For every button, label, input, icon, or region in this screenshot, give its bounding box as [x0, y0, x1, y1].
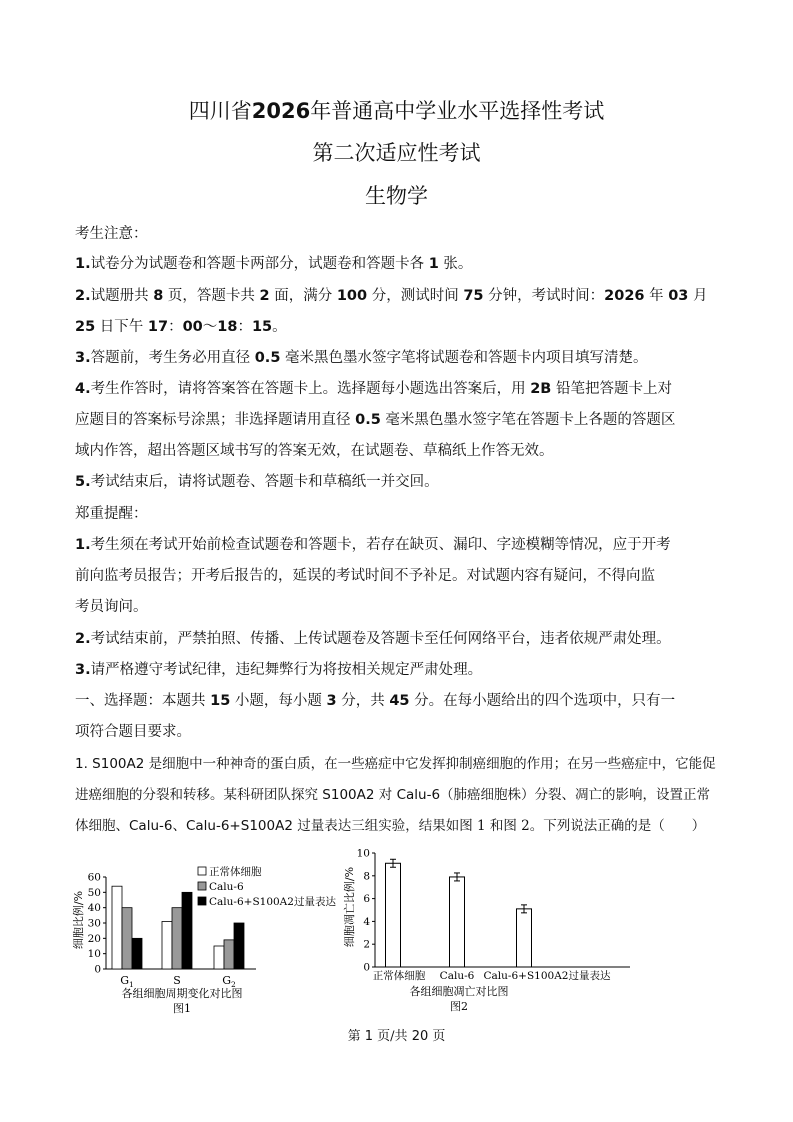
- f1-legend-label: 正常体细胞: [209, 866, 262, 878]
- reminder-item-3: 3.请严格遵守考试纪律，违纪舞弊行为将按相关规定严肃处理。: [75, 662, 483, 678]
- f1-bar-S-1: [162, 921, 172, 969]
- notice-item-1: 1.试卷分为试题卷和答题卡两部分，试题卷和答题卡各 1 张。: [75, 256, 473, 272]
- notice-item-4-cont2: 域内作答，超出答题区域书写的答案无效，在试题卷、草稿纸上作答无效。: [75, 443, 554, 459]
- f2-y-tick-label: 2: [363, 938, 370, 951]
- exam-title: 四川省2026年普通高中学业水平选择性考试: [188, 99, 605, 123]
- f2-y-axis-label: 细胞凋亡比例/%: [343, 866, 356, 948]
- f1-y-axis-label: 细胞比例/%: [72, 890, 85, 950]
- f2-y-tick-label: 10: [356, 847, 370, 860]
- question-1-line-2: 进癌细胞的分裂和转移。某科研团队探究 S100A2 对 Calu-6（肺癌细胞株）分裂、凋亡的影响，设置正常: [75, 787, 711, 803]
- section-heading: 一、选择题：本题共 15 小题，每小题 3 分，共 45 分。在每小题给出的四个选项中，只有一: [75, 693, 676, 709]
- f2-y-tick-label: 4: [363, 915, 370, 928]
- f1-legend-swatch: [198, 897, 206, 905]
- page-footer: 第 1 页/共 20 页: [347, 1029, 446, 1044]
- reminder-item-2: 2.考试结束前，严禁拍照、传播、上传试题卷及答题卡至任何网络平台，违者依规严肃处理。: [75, 631, 671, 647]
- question-1-line-1: 1. S100A2 是细胞中一种神奇的蛋白质，在一些癌症中它发挥抑制癌细胞的作用；在另一些癌症中，它能促: [75, 756, 716, 772]
- f1-bar-S-3: [182, 892, 192, 969]
- reminder-item-1-cont2: 考员询问。: [75, 599, 148, 615]
- f1-legend-label: Calu-6: [209, 881, 244, 893]
- question-1-line-3: 体细胞、Calu-6、Calu-6+S100A2 过量表达三组实验，结果如图 1 和图 2。下列说法正确的是（ ）: [75, 818, 706, 834]
- notice-item-2-cont: 25 日下午 17：00～18：15。: [75, 319, 287, 335]
- f1-bar-G2-1: [214, 946, 224, 969]
- f1-legend-swatch: [198, 882, 206, 890]
- f1-y-tick-label: 10: [87, 948, 101, 961]
- f1-bar-G1-3: [132, 938, 142, 969]
- f2-bar-2: [450, 877, 465, 967]
- notice-item-3: 3.答题前，考生务必用直径 0.5 毫米黑色墨水签字笔将试题卷和答题卡内项目填写清楚。: [75, 350, 648, 366]
- f2-x-tick-label: Calu-6: [439, 970, 475, 982]
- notice-heading: 考生注意：: [75, 226, 148, 242]
- f2-y-tick-label: 8: [363, 870, 370, 883]
- f2-y-tick-label: 6: [363, 893, 370, 906]
- f1-caption: 图1: [173, 1002, 191, 1015]
- f1-x-tick-label: $G_1$: [120, 974, 134, 989]
- exam-subject: 生物学: [365, 184, 428, 208]
- f1-title: 各组细胞周期变化对比图: [121, 987, 243, 1000]
- f1-x-tick-label: $G_2$: [222, 974, 236, 989]
- f1-bar-G2-2: [224, 940, 234, 969]
- f1-y-tick-label: 60: [87, 871, 101, 884]
- f1-bar-G1-2: [122, 908, 132, 969]
- f1-y-tick-label: 50: [87, 886, 101, 899]
- f2-x-tick-label: 正常体细胞: [372, 970, 426, 982]
- f1-legend-label: Calu-6+S100A2过量表达: [209, 896, 336, 908]
- f1-y-tick-label: 0: [94, 963, 101, 976]
- f1-bar-S-2: [172, 908, 182, 969]
- figure-2-apoptosis-chart: [335, 845, 635, 1020]
- reminder-item-1: 1.考生须在考试开始前检查试题卷和答题卡，若存在缺页、漏印、字迹模糊等情况，应于开考: [75, 537, 671, 553]
- f2-bar-3: [517, 909, 532, 967]
- f1-x-tick-label: S: [173, 974, 181, 987]
- notice-item-4-cont1: 应题目的答案标号涂黑；非选择题请用直径 0.5 毫米黑色墨水签字笔在答题卡上各题的答题区: [75, 412, 676, 428]
- notice-item-5: 5.考试结束后，请将试题卷、答题卡和草稿纸一并交回。: [75, 474, 439, 490]
- reminder-item-1-cont1: 前向监考员报告；开考后报告的，延误的考试时间不予补足。对试题内容有疑问，不得向监: [75, 568, 655, 584]
- f1-bar-G2-3: [234, 923, 244, 969]
- figure-1-cell-cycle-chart: [70, 855, 380, 1020]
- notice-item-2: 2.试题册共 8 页，答题卡共 2 面，满分 100 分，测试时间 75 分钟，考试时间：2026 年 03 月: [75, 288, 708, 304]
- f2-caption: 图2: [450, 1000, 468, 1013]
- f2-y-tick-label: 0: [363, 961, 370, 974]
- f2-title: 各组细胞凋亡对比图: [409, 985, 509, 998]
- f2-x-tick-label: Calu-6+S100A2过量表达: [483, 970, 611, 982]
- reminder-heading: 郑重提醒：: [75, 506, 148, 522]
- f1-y-tick-label: 20: [87, 932, 101, 945]
- f1-y-tick-label: 40: [87, 902, 101, 915]
- notice-item-4: 4.考生作答时，请将答案答在答题卡上。选择题每小题选出答案后，用 2B 铅笔把答题卡上对: [75, 381, 672, 397]
- section-heading-cont: 项符合题目要求。: [75, 724, 191, 740]
- f1-y-tick-label: 30: [87, 917, 101, 930]
- exam-subtitle: 第二次适应性考试: [312, 141, 481, 165]
- f1-legend-swatch: [198, 867, 206, 875]
- f2-bar-1: [386, 863, 401, 967]
- f1-bar-G1-1: [112, 886, 122, 969]
